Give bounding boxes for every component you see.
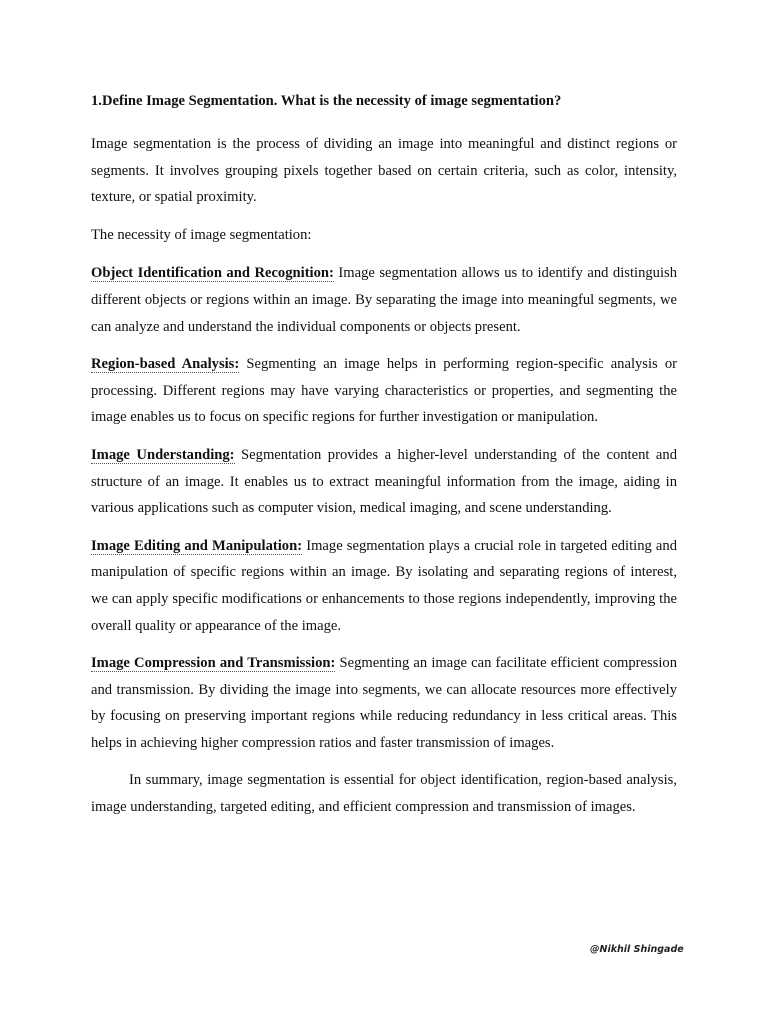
author-signature: @Nikhil Shingade: [590, 944, 684, 955]
necessity-intro: The necessity of image segmentation:: [91, 226, 312, 243]
point-term: Image Editing and Manipulation:: [91, 537, 303, 554]
point-image-editing: [91, 533, 677, 639]
document-page: [91, 88, 677, 821]
point-term: Image Compression and Transmission:: [91, 655, 336, 672]
definition-paragraph: Image segmentation is the process of dividing an image into meaningful and distinct regions or segments. It involves grouping pixels together based on certain criteria, such as color, intensity, texture, or spatial proximity.: [91, 136, 677, 206]
point-term: Region-based Analysis:: [91, 356, 240, 373]
point-object-identification: [91, 260, 677, 340]
point-term: Object Identification and Recognition:: [91, 265, 334, 282]
point-image-understanding: [91, 442, 677, 522]
point-term: Image Understanding:: [91, 446, 235, 463]
point-text: Segmenting an image helps in performing region-specific analysis or processing. Different regions may have varying characteristics or properties, and segmenting the image enables us to focus on specific regions for further investigation or manipulation.: [91, 356, 677, 426]
point-text: Segmenting an image can facilitate efficient compression and transmission. By dividing the image into segments, we can allocate resources more effectively by focusing on preserving important regions while reducing redundancy in less critical areas. This helps in achieving higher compression ratios and faster transmission of images.: [91, 655, 677, 751]
point-image-compression: [91, 650, 677, 756]
point-text: Image segmentation plays a crucial role in targeted editing and manipulation of specific regions within an image. By isolating and separating regions of interest, we can apply specific modifications or enhancements to those regions independently, improving the overall quality or appearance of the image.: [91, 537, 677, 634]
point-text: Image segmentation allows us to identify and distinguish different objects or regions within an image. By separating the image into meaningful segments, we can analyze and understand the individual components or objects present.: [91, 265, 677, 335]
point-region-analysis: [91, 351, 677, 431]
summary-paragraph: In summary, image segmentation is essential for object identification, region-based analysis, image understanding, targeted editing, and efficient compression and transmission of images.: [91, 772, 677, 816]
point-text: Segmentation provides a higher-level understanding of the content and structure of an image. It enables us to extract meaningful information from the image, aiding in various applications such as computer vision, medical imaging, and scene understanding.: [91, 446, 677, 517]
question-heading: 1.Define Image Segmentation. What is the necessity of image segmentation?: [91, 93, 562, 109]
